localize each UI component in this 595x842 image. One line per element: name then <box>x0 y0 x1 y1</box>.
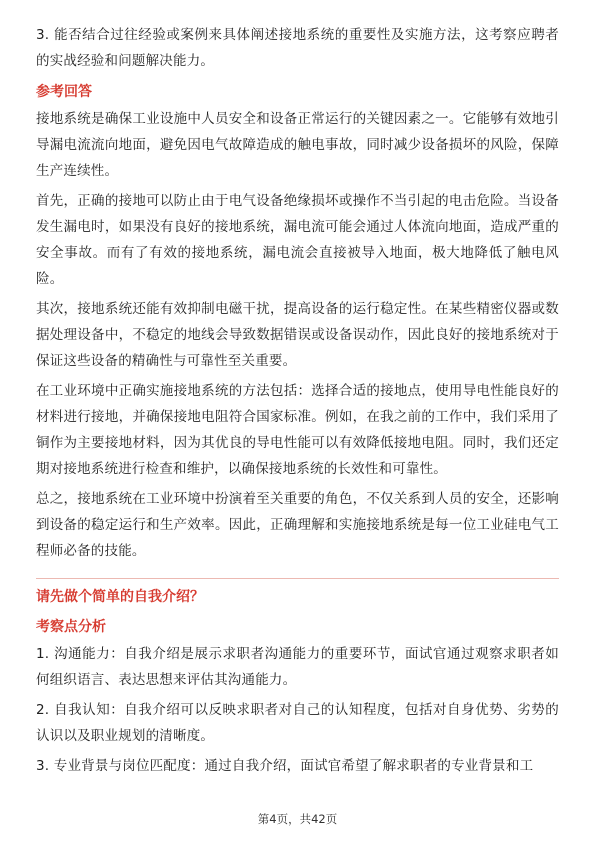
reference-answer-heading: 参考回答 <box>36 84 92 100</box>
analysis-point-2: 2. 自我认知：自我介绍可以反映求职者对自己的认知程度，包括对自身优势、劣势的认识以及职业规划的清晰度。 <box>36 702 559 744</box>
section-divider <box>36 578 559 579</box>
answer-paragraph-1: 接地系统是确保工业设施中人员安全和设备正常运行的关键因素之一。它能够有效地引导漏电流流向地面，避免因电气故障造成的触电事故，同时减少设备损坏的风险，保障生产连续性。 <box>36 111 559 179</box>
question-title: 请先做个简单的自我介绍？ <box>36 589 204 605</box>
analysis-point-3: 3. 专业背景与岗位匹配度：通过自我介绍，面试官希望了解求职者的专业背景和工 <box>36 758 534 774</box>
analysis-heading: 考察点分析 <box>36 619 106 635</box>
answer-paragraph-4: 在工业环境中正确实施接地系统的方法包括：选择合适的接地点，使用导电性能良好的材料进行接地，并确保接地电阻符合国家标准。例如，在我之前的工作中，我们采用了铜作为主要接地材料，因为其优良的导电性能可以有效降低接地电阻。同时，我们还定期对接地系统进行检查和维护，以确保接地系统的长效性和可靠性。 <box>36 383 559 477</box>
analysis-point-1: 1. 沟通能力：自我介绍是展示求职者沟通能力的重要环节，面试官通过观察求职者如何组织语言、表达思想来评估其沟通能力。 <box>36 646 559 688</box>
answer-paragraph-2: 首先，正确的接地可以防止由于电气设备绝缘损坏或操作不当引起的电击危险。当设备发生漏电时，如果没有良好的接地系统，漏电流可能会通过人体流向地面，造成严重的安全事故。而有了有效的接地系统，漏电流会直接被导入地面，极大地降低了触电风险。 <box>36 193 559 287</box>
page-content <box>36 22 559 783</box>
page-number: 第4页，共42页 <box>257 812 338 826</box>
answer-paragraph-5: 总之，接地系统在工业环境中扮演着至关重要的角色，不仅关系到人员的安全，还影响到设备的稳定运行和生产效率。因此，正确理解和实施接地系统是每一位工业硅电气工程师必备的技能。 <box>36 491 559 559</box>
question-point-3: 3. 能否结合过往经验或案例来具体阐述接地系统的重要性及实施方法，这考察应聘者的实战经验和问题解决能力。 <box>36 27 559 69</box>
answer-paragraph-3: 其次，接地系统还能有效抑制电磁干扰，提高设备的运行稳定性。在某些精密仪器或数据处理设备中，不稳定的地线会导致数据错误或设备误动作，因此良好的接地系统对于保证这些设备的精确性与可靠性至关重要。 <box>36 301 559 369</box>
